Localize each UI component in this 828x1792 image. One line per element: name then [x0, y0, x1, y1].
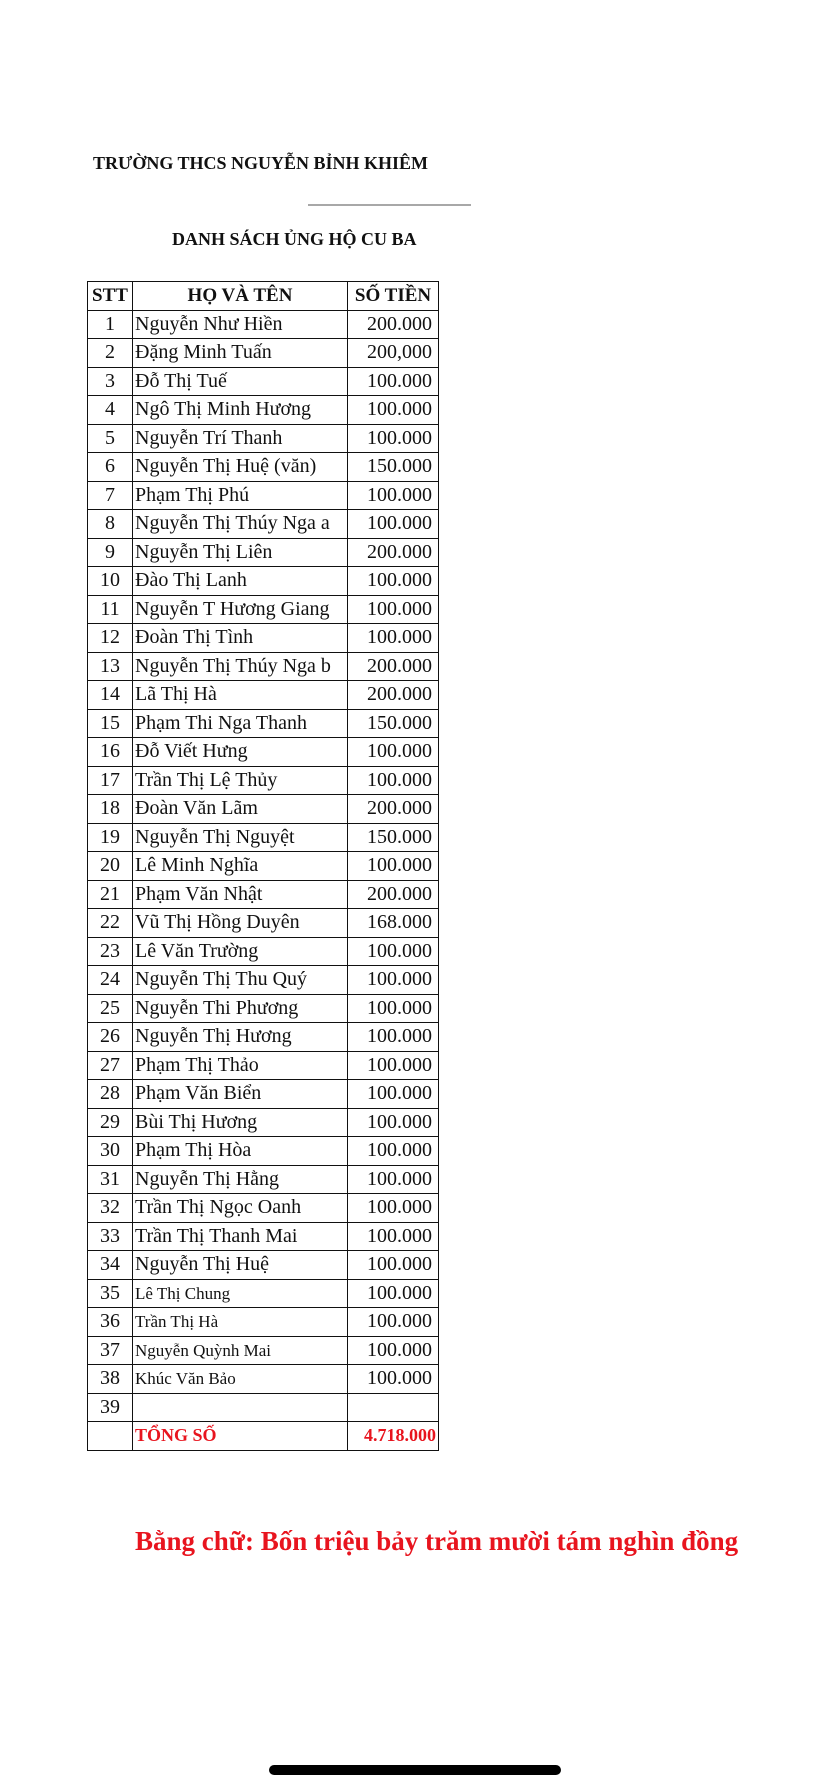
stt-cell: 39 — [88, 1393, 133, 1422]
stt-cell: 2 — [88, 339, 133, 368]
name-cell: Phạm Thi Nga Thanh — [133, 709, 348, 738]
name-cell: Nguyễn Quỳnh Mai — [133, 1336, 348, 1365]
name-cell: Nguyễn Thị Thu Quý — [133, 966, 348, 995]
name-cell: Vũ Thị Hồng Duyên — [133, 909, 348, 938]
name-cell: Đỗ Thị Tuế — [133, 367, 348, 396]
name-cell: Nguyễn Thị Liên — [133, 538, 348, 567]
document-title: DANH SÁCH ỦNG HỘ CU BA — [172, 229, 417, 249]
stt-cell: 30 — [88, 1137, 133, 1166]
stt-cell: 38 — [88, 1365, 133, 1394]
stt-cell: 17 — [88, 766, 133, 795]
stt-cell: 31 — [88, 1165, 133, 1194]
stt-cell: 29 — [88, 1108, 133, 1137]
name-cell: Nguyễn Thị Nguyệt — [133, 823, 348, 852]
name-cell: Lê Minh Nghĩa — [133, 852, 348, 881]
table-row — [88, 1393, 439, 1422]
name-cell: Nguyễn Như Hiền — [133, 310, 348, 339]
table-row — [88, 1336, 439, 1365]
name-cell: Nguyễn Thị Huệ — [133, 1251, 348, 1280]
name-cell: Phạm Thị Thảo — [133, 1051, 348, 1080]
stt-cell: 33 — [88, 1222, 133, 1251]
table-row — [88, 1279, 439, 1308]
stt-cell: 36 — [88, 1308, 133, 1337]
name-cell: Đoàn Văn Lãm — [133, 795, 348, 824]
table-row — [88, 880, 439, 909]
amount-cell: 200.000 — [348, 538, 439, 567]
table-row — [88, 624, 439, 653]
name-cell: Đặng Minh Tuấn — [133, 339, 348, 368]
stt-cell: 12 — [88, 624, 133, 653]
total-row — [88, 1422, 439, 1451]
name-cell — [133, 1393, 348, 1422]
stt-cell: 10 — [88, 567, 133, 596]
name-cell: Trần Thị Lệ Thủy — [133, 766, 348, 795]
amount-cell: 100.000 — [348, 1365, 439, 1394]
amount-cell: 150.000 — [348, 709, 439, 738]
table-row — [88, 709, 439, 738]
name-cell: Trần Thị Thanh Mai — [133, 1222, 348, 1251]
amount-cell: 100.000 — [348, 966, 439, 995]
table-row — [88, 994, 439, 1023]
table-row — [88, 567, 439, 596]
name-cell: Phạm Thị Hòa — [133, 1137, 348, 1166]
amount-cell: 100.000 — [348, 595, 439, 624]
table-row — [88, 595, 439, 624]
amount-cell — [348, 1393, 439, 1422]
amount-cell: 200.000 — [348, 681, 439, 710]
stt-cell: 21 — [88, 880, 133, 909]
amount-cell: 100.000 — [348, 1308, 439, 1337]
amount-cell: 100.000 — [348, 1165, 439, 1194]
stt-cell: 20 — [88, 852, 133, 881]
stt-cell: 14 — [88, 681, 133, 710]
name-cell: Trần Thị Hà — [133, 1308, 348, 1337]
amount-cell: 100.000 — [348, 1051, 439, 1080]
amount-cell: 200.000 — [348, 795, 439, 824]
amount-in-words: Bằng chữ: Bốn triệu bảy trăm mười tám nghìn đồng — [135, 1526, 739, 1556]
divider — [308, 204, 471, 206]
table-row — [88, 795, 439, 824]
table-row — [88, 1108, 439, 1137]
table-row — [88, 481, 439, 510]
table-row — [88, 766, 439, 795]
stt-cell: 22 — [88, 909, 133, 938]
name-cell: Phạm Văn Biển — [133, 1080, 348, 1109]
table-row — [88, 1251, 439, 1280]
amount-cell: 150.000 — [348, 823, 439, 852]
table-row — [88, 510, 439, 539]
stt-cell: 6 — [88, 453, 133, 482]
table-row — [88, 681, 439, 710]
name-cell: Bùi Thị Hương — [133, 1108, 348, 1137]
amount-cell: 200,000 — [348, 339, 439, 368]
amount-cell: 200.000 — [348, 310, 439, 339]
amount-cell: 100.000 — [348, 937, 439, 966]
name-cell: Trần Thị Ngọc Oanh — [133, 1194, 348, 1223]
name-cell: Đào Thị Lanh — [133, 567, 348, 596]
name-cell: Phạm Văn Nhật — [133, 880, 348, 909]
stt-cell: 24 — [88, 966, 133, 995]
table-row — [88, 852, 439, 881]
stt-cell: 16 — [88, 738, 133, 767]
amount-cell: 100.000 — [348, 367, 439, 396]
name-cell: Lã Thị Hà — [133, 681, 348, 710]
table-row — [88, 937, 439, 966]
amount-cell: 100.000 — [348, 766, 439, 795]
table-row — [88, 652, 439, 681]
home-indicator[interactable] — [269, 1765, 561, 1775]
name-cell: Lê Văn Trường — [133, 937, 348, 966]
total-amount: 4.718.000 — [348, 1422, 439, 1451]
name-cell: Nguyễn T Hương Giang — [133, 595, 348, 624]
name-cell: Đỗ Viết Hưng — [133, 738, 348, 767]
amount-cell: 100.000 — [348, 1194, 439, 1223]
table-row — [88, 396, 439, 425]
name-cell: Nguyễn Thị Hằng — [133, 1165, 348, 1194]
stt-cell: 23 — [88, 937, 133, 966]
name-cell: Nguyễn Trí Thanh — [133, 424, 348, 453]
table-row — [88, 738, 439, 767]
amount-cell: 100.000 — [348, 1336, 439, 1365]
amount-cell: 168.000 — [348, 909, 439, 938]
table-row — [88, 823, 439, 852]
table-row — [88, 453, 439, 482]
donation-table — [87, 281, 439, 1451]
table-row — [88, 1308, 439, 1337]
stt-cell: 1 — [88, 310, 133, 339]
amount-cell: 100.000 — [348, 396, 439, 425]
table-row — [88, 1365, 439, 1394]
name-cell: Nguyễn Thị Hương — [133, 1023, 348, 1052]
name-cell: Khúc Văn Bảo — [133, 1365, 348, 1394]
amount-cell: 100.000 — [348, 994, 439, 1023]
table-row — [88, 339, 439, 368]
table-row — [88, 1051, 439, 1080]
stt-cell: 35 — [88, 1279, 133, 1308]
stt-cell: 25 — [88, 994, 133, 1023]
stt-cell: 5 — [88, 424, 133, 453]
amount-cell: 100.000 — [348, 738, 439, 767]
table-row — [88, 1080, 439, 1109]
amount-cell: 100.000 — [348, 852, 439, 881]
stt-cell: 37 — [88, 1336, 133, 1365]
stt-cell: 18 — [88, 795, 133, 824]
amount-cell: 100.000 — [348, 424, 439, 453]
table-row — [88, 1023, 439, 1052]
amount-cell: 100.000 — [348, 1080, 439, 1109]
name-cell: Lê Thị Chung — [133, 1279, 348, 1308]
name-cell: Phạm Thị Phú — [133, 481, 348, 510]
amount-cell: 200.000 — [348, 880, 439, 909]
amount-cell: 100.000 — [348, 1279, 439, 1308]
name-cell: Nguyễn Thi Phương — [133, 994, 348, 1023]
amount-cell: 100.000 — [348, 481, 439, 510]
table-row — [88, 966, 439, 995]
column-header-name: HỌ VÀ TÊN — [133, 282, 348, 311]
table-row — [88, 1222, 439, 1251]
table-row — [88, 1137, 439, 1166]
total-label: TỔNG SỐ — [133, 1422, 348, 1451]
amount-cell: 200.000 — [348, 652, 439, 681]
column-header-stt: STT — [88, 282, 133, 311]
table-row — [88, 367, 439, 396]
amount-cell: 100.000 — [348, 1222, 439, 1251]
amount-cell: 100.000 — [348, 510, 439, 539]
stt-cell: 19 — [88, 823, 133, 852]
table-row — [88, 310, 439, 339]
amount-cell: 100.000 — [348, 1023, 439, 1052]
amount-cell: 100.000 — [348, 1251, 439, 1280]
stt-cell: 26 — [88, 1023, 133, 1052]
stt-cell: 28 — [88, 1080, 133, 1109]
amount-cell: 100.000 — [348, 567, 439, 596]
column-header-amount: SỐ TIỀN — [348, 282, 439, 311]
name-cell: Nguyễn Thị Thúy Nga a — [133, 510, 348, 539]
table-row — [88, 424, 439, 453]
table-row — [88, 909, 439, 938]
table-row — [88, 538, 439, 567]
stt-cell: 9 — [88, 538, 133, 567]
name-cell: Đoàn Thị Tình — [133, 624, 348, 653]
stt-cell: 11 — [88, 595, 133, 624]
stt-cell: 7 — [88, 481, 133, 510]
stt-cell: 15 — [88, 709, 133, 738]
name-cell: Nguyễn Thị Thúy Nga b — [133, 652, 348, 681]
table-header-row — [88, 282, 439, 311]
stt-cell: 34 — [88, 1251, 133, 1280]
amount-cell: 100.000 — [348, 1108, 439, 1137]
amount-cell: 150.000 — [348, 453, 439, 482]
name-cell: Nguyễn Thị Huệ (văn) — [133, 453, 348, 482]
amount-cell: 100.000 — [348, 1137, 439, 1166]
table-row — [88, 1194, 439, 1223]
stt-cell: 27 — [88, 1051, 133, 1080]
stt-cell: 4 — [88, 396, 133, 425]
stt-cell: 8 — [88, 510, 133, 539]
name-cell: Ngô Thị Minh Hương — [133, 396, 348, 425]
total-stt-cell — [88, 1422, 133, 1451]
amount-cell: 100.000 — [348, 624, 439, 653]
stt-cell: 3 — [88, 367, 133, 396]
table-row — [88, 1165, 439, 1194]
school-name: TRƯỜNG THCS NGUYỄN BỈNH KHIÊM — [93, 153, 429, 173]
stt-cell: 13 — [88, 652, 133, 681]
stt-cell: 32 — [88, 1194, 133, 1223]
